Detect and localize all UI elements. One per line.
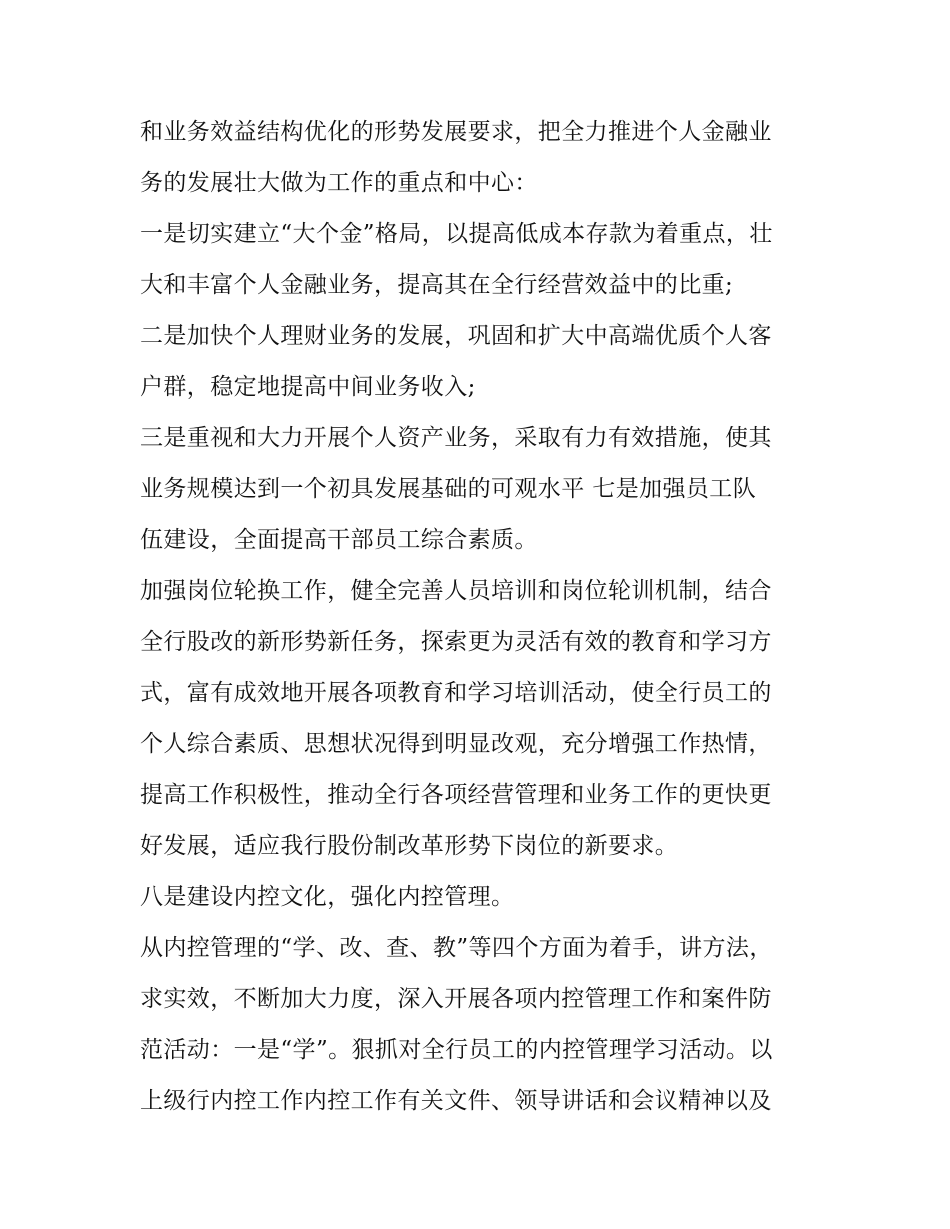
text-line: 一是切实建立“大个金”格局，以提高低成本存款为着重点，壮 bbox=[140, 221, 773, 247]
text-line: 业务规模达到一个初具发展基础的可观水平 七是加强员工队 bbox=[140, 476, 757, 502]
text-line: 提高工作积极性，推动全行各项经营管理和业务工作的更快更 bbox=[140, 782, 772, 808]
text-line: 从内控管理的“学、改、查、教”等四个方面为着手，讲方法， bbox=[140, 935, 773, 961]
text-line: 范活动：一是“学”。狠抓对全行员工的内控管理学习活动。以 bbox=[140, 1037, 773, 1063]
text-line: 三是重视和大力开展个人资产业务，采取有力有效措施，使其 bbox=[140, 425, 772, 451]
text-line: 户群，稳定地提高中间业务收入; bbox=[140, 374, 476, 400]
text-line: 求实效，不断加大力度，深入开展各项内控管理工作和案件防 bbox=[140, 986, 772, 1012]
text-line: 全行股改的新形势新任务，探索更为灵活有效的教育和学习方 bbox=[140, 629, 772, 655]
text-line: 八是建设内控文化，强化内控管理。 bbox=[140, 884, 515, 910]
text-line: 大和丰富个人金融业务，提高其在全行经营效益中的比重; bbox=[140, 272, 734, 298]
text-line: 式，富有成效地开展各项教育和学习培训活动，使全行员工的 bbox=[140, 680, 772, 706]
text-line: 和业务效益结构优化的形势发展要求，把全力推进个人金融业 bbox=[140, 119, 772, 145]
text-line: 个人综合素质、思想状况得到明显改观，充分增强工作热情， bbox=[140, 731, 772, 757]
text-line: 上级行内控工作内控工作有关文件、领导讲话和会议精神以及 bbox=[140, 1088, 772, 1114]
text-line: 务的发展壮大做为工作的重点和中心： bbox=[140, 170, 538, 196]
body-text bbox=[140, 107, 820, 1127]
text-line: 好发展，适应我行股份制改革形势下岗位的新要求。 bbox=[140, 833, 679, 859]
text-line: 加强岗位轮换工作，健全完善人员培训和岗位轮训机制，结合 bbox=[140, 578, 772, 604]
text-line: 二是加快个人理财业务的发展，巩固和扩大中高端优质个人客 bbox=[140, 323, 772, 349]
text-line: 伍建设，全面提高干部员工综合素质。 bbox=[140, 527, 538, 553]
